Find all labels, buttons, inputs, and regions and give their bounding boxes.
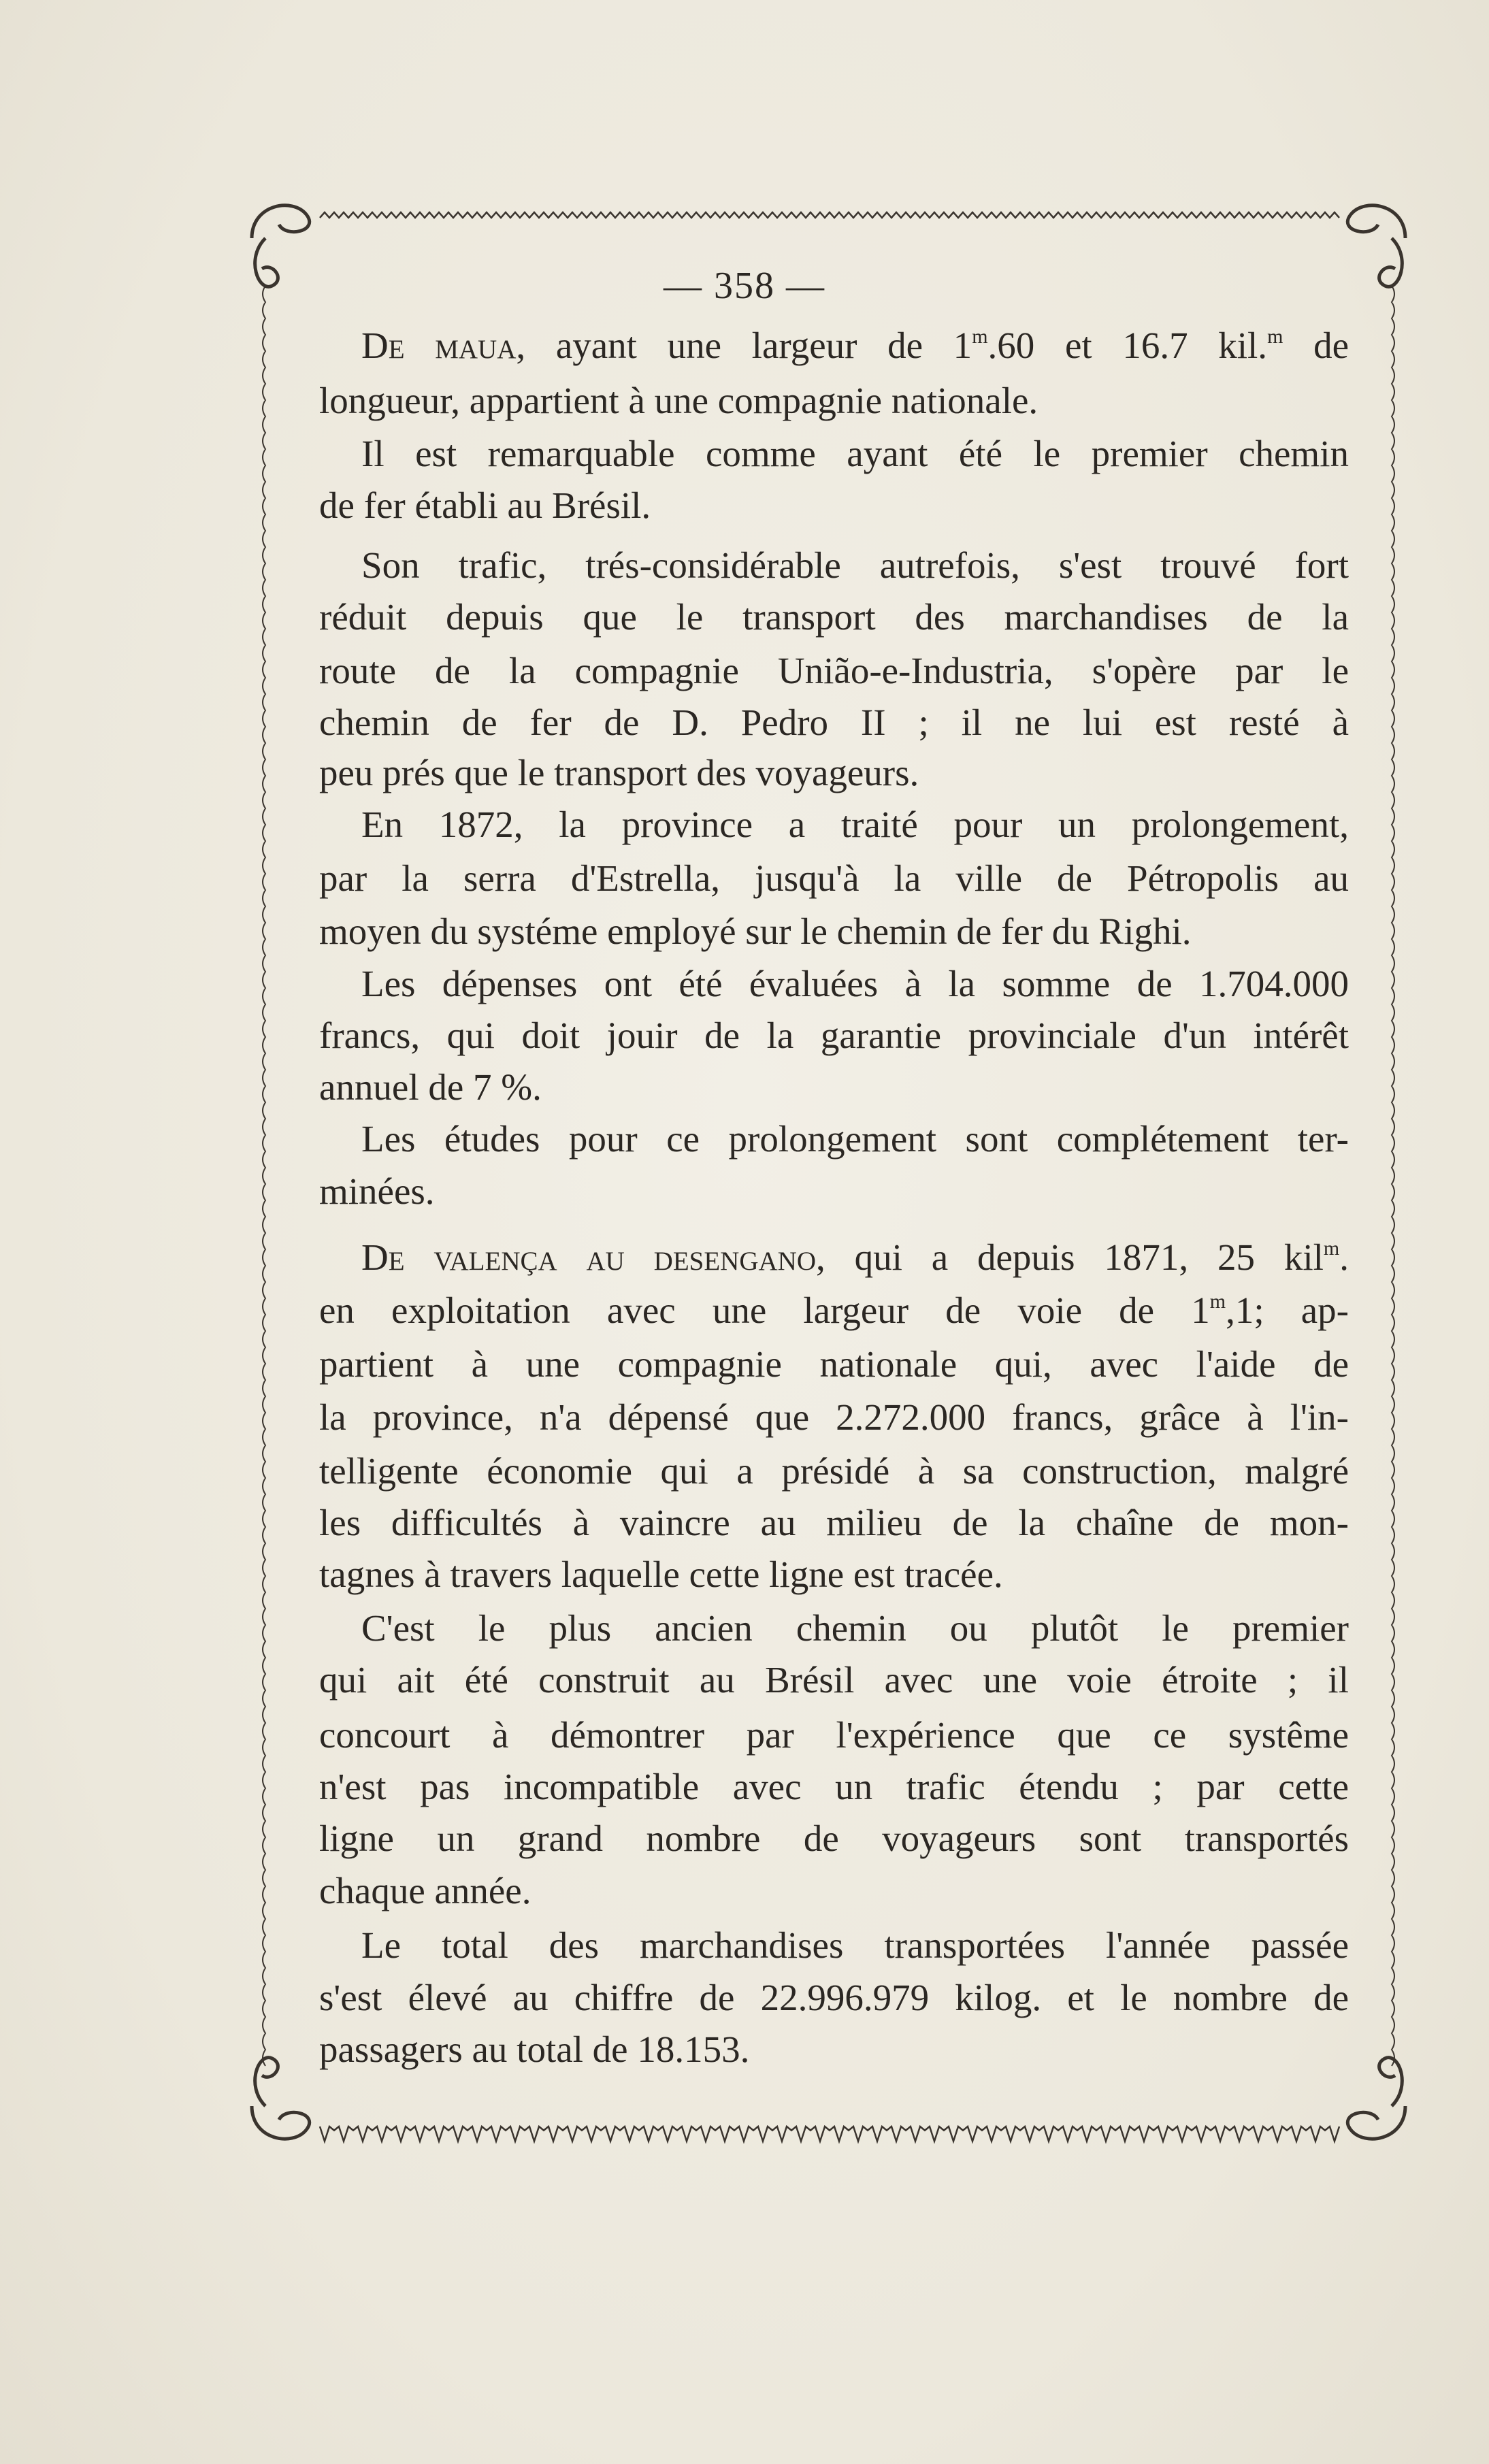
text-segment: chaque année. — [319, 1870, 531, 1911]
text-line — [319, 1656, 1349, 1704]
text-line — [361, 542, 1349, 589]
text-segment: ayant une largeur de 1 — [525, 325, 972, 366]
text-segment: ligne un grand nombre de voyageurs sont transportés — [319, 1818, 1349, 1859]
text-segment: . — [1339, 1236, 1349, 1278]
text-line — [319, 2026, 1349, 2073]
text-line — [319, 1815, 1349, 1862]
text-segment: telligente économie qui a présidé à sa construction, malgré — [319, 1450, 1349, 1492]
text-line — [319, 377, 1349, 425]
text-segment: partient à une compagnie nationale qui, avec l'aide de — [319, 1343, 1349, 1385]
text-line — [319, 482, 1349, 529]
text-segment: chemin de fer de D. Pedro II ; il ne lui est resté à — [319, 702, 1349, 743]
small-caps-heading: De valença au desengano, — [361, 1236, 825, 1278]
text-line — [319, 1287, 1349, 1334]
text-segment: Le total des marchandises transportées l'année passée — [361, 1924, 1349, 1966]
text-segment: qui a depuis 1871, 25 kil — [825, 1236, 1324, 1278]
text-segment: ,1; ap- — [1226, 1290, 1349, 1331]
text-line — [361, 1115, 1349, 1163]
text-segment: C'est le plus ancien chemin ou plutôt le premier — [361, 1607, 1349, 1649]
text-line — [361, 1922, 1349, 1969]
text-line — [319, 1447, 1349, 1495]
text-line — [361, 322, 1349, 369]
right-wavy-rule — [1392, 286, 1394, 2066]
text-line — [319, 749, 1349, 797]
text-line — [361, 1605, 1349, 1652]
bottom-wavy-rule — [320, 2126, 1339, 2141]
superscript: m — [1267, 325, 1283, 348]
corner-flourish-icon — [1347, 2058, 1405, 2139]
text-line — [319, 1763, 1349, 1811]
text-segment: peu prés que le transport des voyageurs. — [319, 752, 919, 793]
text-line — [319, 593, 1349, 641]
text-segment: de — [1283, 325, 1349, 366]
text-segment: Les études pour ce prolongement sont complétement ter- — [361, 1118, 1349, 1160]
text-segment: concourt à démontrer par l'expérience que ce systême — [319, 1714, 1349, 1756]
text-segment: les difficultés à vaincre au milieu de la chaîne de mon- — [319, 1502, 1349, 1543]
text-segment: s'est élevé au chiffre de 22.996.979 kilog. et le nombre de — [319, 1977, 1349, 2018]
text-segment: Il est remarquable comme ayant été le premier chemin — [361, 433, 1349, 474]
text-segment: Les dépenses ont été évaluées à la somme de 1.704.000 — [361, 963, 1349, 1004]
text-line — [319, 1867, 1349, 1915]
text-segment: francs, qui doit jouir de la garantie provinciale d'un intérêt — [319, 1015, 1349, 1056]
text-line — [319, 908, 1349, 955]
text-segment: Son trafic, trés-considérable autrefois, s'est trouvé fort — [361, 544, 1349, 586]
text-line — [319, 855, 1349, 902]
text-line — [361, 430, 1349, 478]
superscript: m — [1209, 1290, 1226, 1313]
superscript: m — [972, 325, 988, 348]
page-number: — 358 — — [664, 265, 825, 307]
text-line — [319, 647, 1349, 695]
text-segment: la province, n'a dépensé que 2.272.000 francs, grâce à l'in- — [319, 1396, 1349, 1438]
text-segment: réduit depuis que le transport des marchandises de la — [319, 596, 1349, 638]
text-line — [319, 1974, 1349, 2022]
text-segment: de fer établi au Brésil. — [319, 484, 651, 526]
text-line — [319, 1499, 1349, 1547]
text-segment: tagnes à travers laquelle cette ligne est tracée. — [319, 1554, 1003, 1595]
top-wavy-rule — [320, 212, 1339, 218]
text-segment: moyen du systéme employé sur le chemin de fer du Righi. — [319, 910, 1192, 952]
text-line — [319, 1341, 1349, 1388]
superscript: m — [1323, 1237, 1340, 1260]
text-segment: En 1872, la province a traité pour un prolongement, — [361, 804, 1349, 845]
text-segment: en exploitation avec une largeur de voie de 1 — [319, 1290, 1210, 1331]
text-segment: annuel de 7 %. — [319, 1066, 542, 1108]
text-segment: route de la compagnie União-e-Industria, s'opère par le — [319, 650, 1349, 691]
text-line — [361, 801, 1349, 849]
text-segment: minées. — [319, 1170, 435, 1212]
text-segment: par la serra d'Estrella, jusqu'à la ville de Pétropolis au — [319, 857, 1349, 899]
text-line — [361, 960, 1349, 1008]
text-line — [319, 1012, 1349, 1059]
corner-flourish-icon — [252, 2058, 310, 2139]
text-segment: n'est pas incompatible avec un trafic étendu ; par cette — [319, 1766, 1349, 1807]
left-wavy-rule — [263, 286, 265, 2066]
text-line — [319, 699, 1349, 746]
text-line — [361, 1234, 1349, 1281]
text-line — [319, 1168, 1349, 1215]
text-segment: passagers au total de 18.153. — [319, 2028, 750, 2070]
text-segment: longueur, appartient à une compagnie nationale. — [319, 380, 1038, 421]
text-line — [319, 1551, 1349, 1598]
small-caps-heading: De maua, — [361, 325, 526, 366]
text-line — [319, 1711, 1349, 1759]
text-line — [319, 1064, 1349, 1111]
text-segment: qui ait été construit au Brésil avec une voie étroite ; il — [319, 1659, 1349, 1701]
text-segment: .60 et 16.7 kil. — [987, 325, 1268, 366]
text-line — [319, 1394, 1349, 1441]
